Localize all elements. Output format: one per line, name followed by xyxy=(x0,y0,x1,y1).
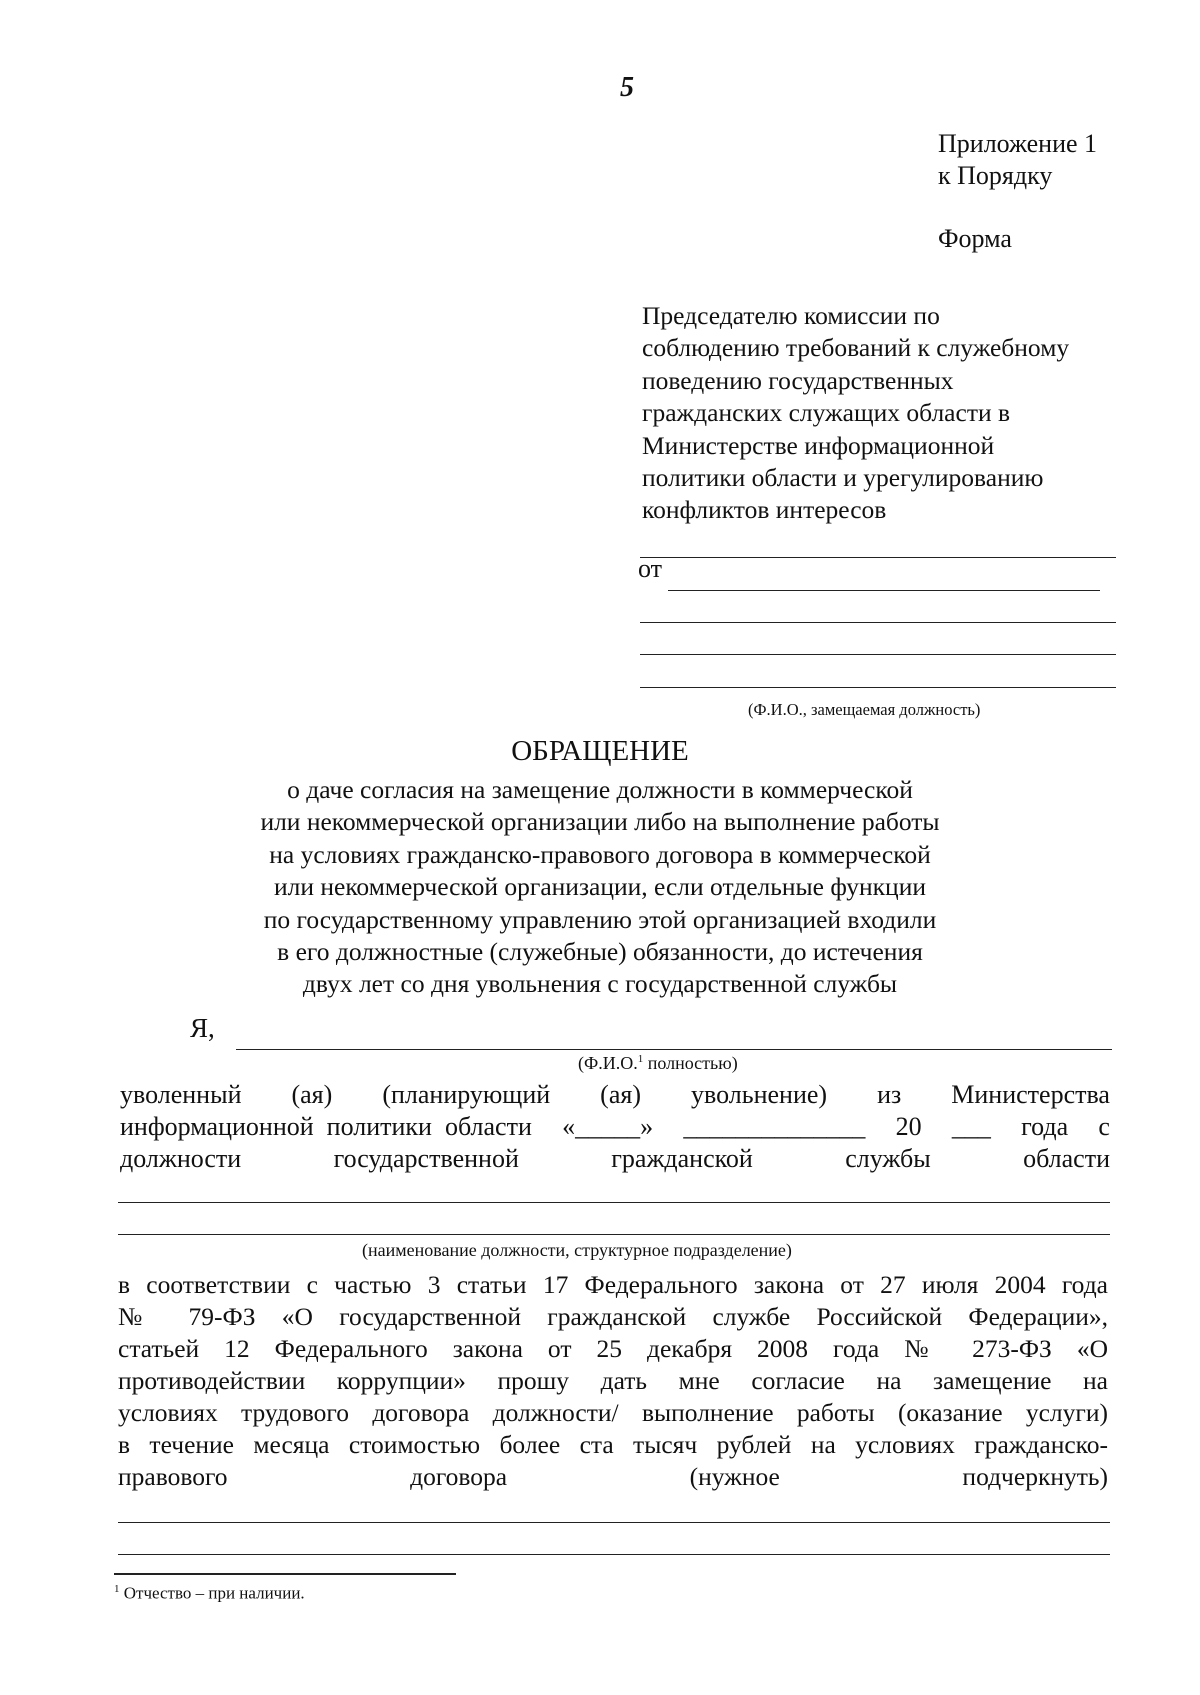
subtitle-line: по государственному управлению этой организацией входили xyxy=(263,904,937,934)
paragraph2-line: № 79-ФЗ «О государственной гражданской службе Российской Федерации», xyxy=(118,1302,1108,1331)
footnote-separator xyxy=(114,1573,456,1575)
addressee-line: соблюдению требований к служебному xyxy=(642,333,1070,363)
appendix-header xyxy=(938,128,1097,192)
word: службы xyxy=(845,1144,931,1173)
word: (ая) xyxy=(291,1080,333,1109)
subtitle-line: в его должностные (служебные) обязанности, до истечения xyxy=(277,937,923,967)
word: уволенный xyxy=(120,1080,242,1109)
word: с xyxy=(1098,1112,1110,1141)
word: Министерства xyxy=(951,1080,1110,1109)
subtitle-line: на условиях гражданско-правового договора в коммерческой xyxy=(269,839,931,869)
footnote-text: Отчество – при наличии. xyxy=(119,1583,305,1603)
fio-blank-line xyxy=(236,1049,1112,1050)
word: (планирующий xyxy=(382,1080,551,1109)
blank-line xyxy=(640,557,1116,558)
paragraph1-line3 xyxy=(120,1144,1110,1174)
caption-fio-text-end: полностью) xyxy=(643,1053,738,1073)
subtitle-line: или некоммерческой организации либо на выполнение работы xyxy=(260,807,940,837)
footnote-mark: 1 xyxy=(114,1583,120,1595)
paragraph2-line: статьей 12 Федерального закона от 25 декабря 2008 года № 273-ФЗ «О xyxy=(118,1334,1108,1363)
paragraph2-line: в соответствии с частью 3 статьи 17 Федерального закона от 27 июля 2004 года xyxy=(118,1270,1108,1299)
paragraph1-line2 xyxy=(120,1112,1110,1142)
document-title: ОБРАЩЕНИЕ xyxy=(511,735,689,767)
blank-line xyxy=(640,687,1116,688)
blank-line xyxy=(640,654,1116,655)
word: увольнение) xyxy=(691,1080,828,1109)
page-number: 5 xyxy=(620,72,634,103)
caption-position: (наименование должности, структурное подразделение) xyxy=(362,1240,792,1260)
word: года xyxy=(1021,1112,1069,1141)
addressee-line: гражданских служащих области в xyxy=(642,398,1011,428)
year-prefix: 20 xyxy=(895,1112,922,1141)
word: информационной политики области xyxy=(120,1112,532,1141)
month-blank: ______________ xyxy=(683,1112,866,1141)
footnote xyxy=(114,1583,305,1604)
reason-blank-line xyxy=(118,1554,1110,1555)
day-blank: «_____» xyxy=(562,1112,654,1141)
appendix-line-2: к Порядку xyxy=(938,161,1053,190)
caption-fio-position: (Ф.И.О., замещаемая должность) xyxy=(748,700,981,719)
addressee-line: поведению государственных xyxy=(642,365,954,395)
document-subtitle xyxy=(0,774,1200,1001)
from-blank-line xyxy=(668,590,1100,591)
caption-fio-full xyxy=(578,1053,738,1074)
year-blank: ___ xyxy=(951,1112,991,1141)
word: гражданской xyxy=(611,1144,753,1173)
paragraph2-line: условиях трудового договора должности/ выполнение работы (оказание услуги) xyxy=(118,1398,1108,1427)
from-label: от xyxy=(638,554,663,583)
subtitle-line: о даче согласия на замещение должности в коммерческой xyxy=(287,775,913,804)
paragraph2-line: правового договора (нужное подчеркнуть) xyxy=(118,1462,1108,1491)
blank-line xyxy=(640,622,1116,623)
ya-label: Я, xyxy=(190,1013,215,1043)
paragraph1-line1 xyxy=(120,1080,1110,1110)
reason-blank-line xyxy=(118,1522,1110,1523)
subtitle-line: двух лет со дня увольнения с государственной службы xyxy=(302,969,898,999)
word: государственной xyxy=(333,1144,519,1173)
position-blank-line xyxy=(118,1202,1110,1203)
caption-fio-text: (Ф.И.О. xyxy=(578,1053,638,1073)
form-label: Форма xyxy=(938,224,1012,253)
addressee-line: политики области и урегулированию xyxy=(642,463,1044,493)
word: из xyxy=(877,1080,902,1109)
paragraph2-line: противодействии коррупции» прошу дать мне согласие на замещение на xyxy=(118,1366,1108,1395)
word: должности xyxy=(120,1144,242,1173)
addressee-line: Председателю комиссии по xyxy=(642,301,940,330)
addressee-line: Министерстве информационной xyxy=(642,430,995,460)
position-blank-line xyxy=(118,1234,1110,1235)
word: области xyxy=(1023,1144,1110,1173)
paragraph2-line: в течение месяца стоимостью более ста тысяч рублей на условиях гражданско- xyxy=(118,1430,1108,1459)
subtitle-line: или некоммерческой организации, если отдельные функции xyxy=(273,872,926,902)
word: (ая) xyxy=(600,1080,641,1109)
addressee-block xyxy=(642,300,1069,527)
addressee-line: конфликтов интересов xyxy=(642,495,887,525)
footnote-ref: 1 xyxy=(637,1053,644,1065)
appendix-line-1: Приложение 1 xyxy=(938,129,1098,158)
